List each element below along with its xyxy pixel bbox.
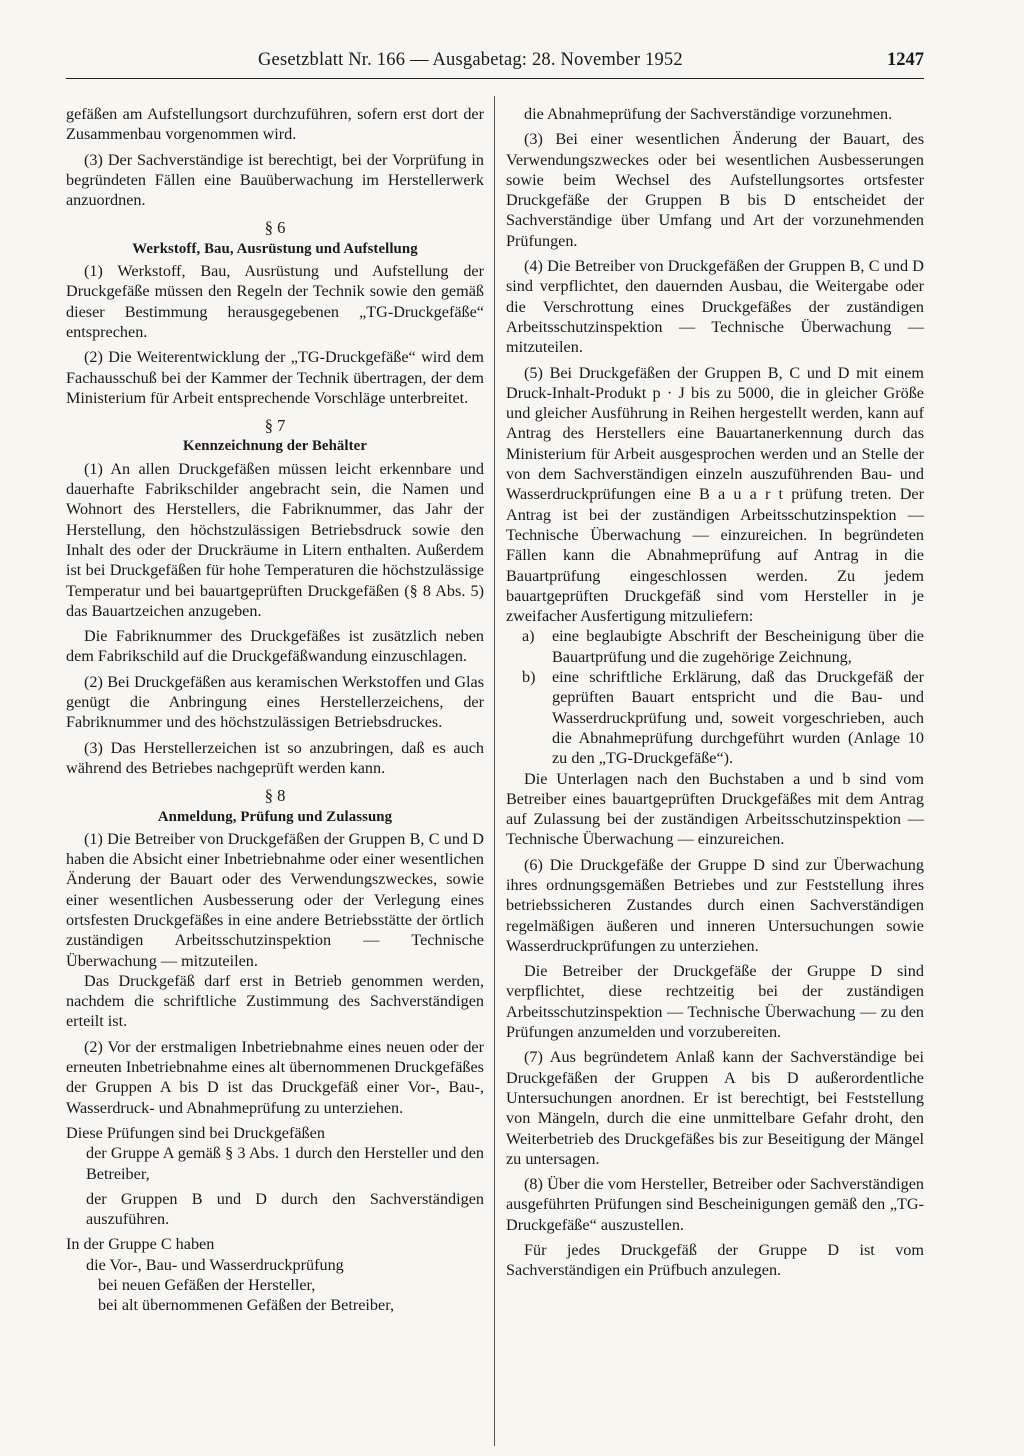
paragraph: (1) Die Betreiber von Druckgefäßen der Gruppen B, C und D haben die Absicht einer Inbetriebnahme oder einer wesentlichen Änderung der Bauart oder des Verwendungszweckes, sowie einer wesentlichen Ausbesserung oder der Verlegung eines ortsfesten Druckgefäßes in eine andere Betriebsstätte der örtlich zuständigen Arbeitsschutzinspektion — Technische Überwachung — mitzuteilen. [66,829,484,970]
paragraph: (8) Über die vom Hersteller, Betreiber oder Sachverständigen ausgeführten Prüfungen sind Bescheinigungen gemäß den „TG-Druckgefäße“ auszustellen. [506,1175,924,1234]
paragraph: (5) Bei Druckgefäßen der Gruppen B, C und D mit einem Druck-Inhalt-Produkt p · J bis zu 5000, die in gleicher Größe und gleicher Ausführung in Reihen hergestellt werden, kann auf Antrag des Herstellers eine Bauartanerkennung durch das Ministerium für Arbeit ausgesprochen werden und an Stelle der von dem Sachverständigen einzeln auszuführenden Bau- und Wasserdruckprüfungen eine B a u a r t prüfung treten. Der Antrag ist bei der zuständigen Arbeitsschutzinspektion — Technische Überwachung — einzureichen. In begründeten Fällen kann die Abnahmeprüfung auf Antrag in die Bauartprüfung eingeschlossen werden. Zu jedem bauartgeprüften Druckgefäß sind vom Hersteller in je zweifacher Ausfertigung mitzuliefern: [506,363,924,626]
paragraph: (2) Vor der erstmaligen Inbetriebnahme eines neuen oder der erneuten Inbetriebnahme eines alt übernommenen Druckgefäßes der Gruppen A bis D ist das Druckgefäß einer Vor-, Bau-, Wasserdruck- und Abnahmeprüfung zu unterziehen. [66,1037,484,1117]
section-title: Anmeldung, Prüfung und Zulassung [157,808,393,825]
page-number: 1247 [887,50,924,70]
header-title: Gesetzblatt Nr. 166 — Ausgabetag: 28. November 1952 [258,50,683,70]
section-title: Kennzeichnung der Behälter [183,438,367,455]
paragraph: der Gruppen B und D durch den Sachverständigen auszuführen. [86,1189,484,1229]
paragraph: (3) Das Herstellerzeichen ist so anzubringen, daß es auch während des Betriebes nachgeprüft werden kann. [66,738,484,777]
paragraph: Die Unterlagen nach den Buchstaben a und b sind vom Betreiber eines bauartgeprüften Druckgefäßes mit dem Antrag auf Zulassung bei der zuständigen Arbeitsschutzinspektion — Technische Überwachung — einzureichen. [506,769,924,849]
paragraph: (7) Aus begründetem Anlaß kann der Sachverständige bei Druckgefäßen der Gruppen A bis D außerordentliche Untersuchungen anordnen. Er ist berechtigt, bei Feststellung von Mängeln, durch die eine unmittelbare Gefahr droht, den Weiterbetrieb des Druckgefäßes bis zur Beseitigung der Mängel zu untersagen. [506,1048,924,1168]
paragraph: (1) An allen Druckgefäßen müssen leicht erkennbare und dauerhafte Fabrikschilder angebracht sein, die Namen und Wohnort des Herstellers, die Fabriknummer, das Jahr der Herstellung, den höchstzulässigen Betriebsdruck sowie den Inhalt des oder der Druckräume in Litern enthalten. Außerdem ist bei Druckgefäßen für hohe Temperaturen die höchstzulässige Temperatur und bei bauartgeprüften Druckgefäßen (§ 8 Abs. 5) das Bauartzeichen anzugeben. [66,459,484,620]
paragraph: Das Druckgefäß darf erst in Betrieb genommen werden, nachdem die schriftliche Zustimmung des Sachverständigen erteilt ist. [66,971,484,1031]
list-item-text: eine schriftliche Erklärung, daß das Druckgefäß der geprüften Bauart entspricht und die Bau- und Wasserdruckprüfung und, soweit vorgeschrieben, auch die Abnahmeprüfung durchgeführt wurden (Anlage 10 zu den „TG-Druckgefäße“). [552,668,924,768]
column-divider [494,96,495,1446]
header-rule [66,78,924,79]
section-number: § 8 [264,786,286,806]
list-item-label: b) [522,668,536,687]
paragraph: der Gruppe A gemäß § 3 Abs. 1 durch den Hersteller und den Betreiber, [86,1144,484,1183]
section-number: § 6 [264,218,286,238]
paragraph: (3) Bei einer wesentlichen Änderung der Bauart, des Verwendungszweckes oder bei wesentlichen Ausbesserungen sowie beim Wechsel des Aufstellungsortes ortsfester Druckgefäße der Gruppen B bis D entscheidet der Sachverständige über Umfang und Art der vorzunehmenden Prüfungen. [506,130,924,250]
list-item-text: eine beglaubigte Abschrift der Bescheinigung über die Bauartprüfung und die zugehörige Zeichnung, [552,627,924,666]
paragraph: bei neuen Gefäßen der Hersteller, [98,1276,316,1295]
paragraph: (3) Der Sachverständige ist berechtigt, bei der Vorprüfung in begründeten Fällen eine Bauüberwachung im Herstellerwerk anzuordnen. [66,150,484,210]
paragraph: (1) Werkstoff, Bau, Ausrüstung und Aufstellung der Druckgefäße müssen den Regeln der Technik sowie den gemäß dieser Bestimmung herausgegebenen „TG-Druckgefäße“ entsprechen. [66,262,484,341]
paragraph: (6) Die Druckgefäße der Gruppe D sind zur Überwachung ihres ordnungsgemäßen Betriebes und zur Feststellung ihres betriebssicheren Zustandes durch einen Sachverständigen regelmäßigen äußeren und inneren Untersuchungen sowie Wasserdruckprüfungen zu unterziehen. [506,855,924,955]
paragraph: die Abnahmeprüfung der Sachverständige vorzunehmen. [524,105,893,123]
paragraph: (2) Die Weiterentwicklung der „TG-Druckgefäße“ wird dem Fachausschuß bei der Kammer der Technik übertragen, der dem Ministerium für Arbeit entsprechende Vorschläge unterbreitet. [66,348,484,407]
list-item-label: a) [522,627,535,646]
list-item [506,626,924,667]
paragraph: (4) Die Betreiber von Druckgefäßen der Gruppen B, C und D sind verpflichtet, den dauernden Ausbau, die Weitergabe oder die Verschrottung eines Druckgefäßes der zuständigen Arbeitsschutzinspektion — Technische Überwachung — mitzuteilen. [506,257,924,357]
paragraph: Die Fabriknummer des Druckgefäßes ist zusätzlich neben dem Fabrikschild auf die Druckgefäßwandung einzuschlagen. [66,627,484,666]
left-column [66,104,484,1316]
list-item [506,667,924,768]
paragraph: Die Betreiber der Druckgefäße der Gruppe D sind verpflichtet, diese rechtzeitig bei der zuständigen Arbeitsschutzinspektion — Technische Überwachung — zu den Prüfungen anzumelden und vorzubereiten. [506,962,924,1042]
section-number: § 7 [264,416,286,436]
paragraph: (2) Bei Druckgefäßen aus keramischen Werkstoffen und Glas genügt die Anbringung eines Herstellerzeichens, der Fabriknummer und des höchstzulässigen Betriebsdruckes. [66,672,484,732]
paragraph: die Vor-, Bau- und Wasserdruckprüfung [86,1255,344,1274]
paragraph: Für jedes Druckgefäß der Gruppe D ist vom Sachverständigen ein Prüfbuch anzulegen. [506,1241,924,1280]
right-column [506,104,924,1286]
page-header [66,50,924,84]
paragraph: Diese Prüfungen sind bei Druckgefäßen [66,1123,325,1142]
paragraph: gefäßen am Aufstellungsort durchzuführen, sofern erst dort der Zusammenbau vorgenommen wird. [66,105,484,144]
section-title: Werkstoff, Bau, Ausrüstung und Aufstellung [132,240,418,257]
paragraph: bei alt übernommenen Gefäßen der Betreiber, [98,1296,394,1315]
paragraph: In der Gruppe C haben [66,1235,215,1254]
